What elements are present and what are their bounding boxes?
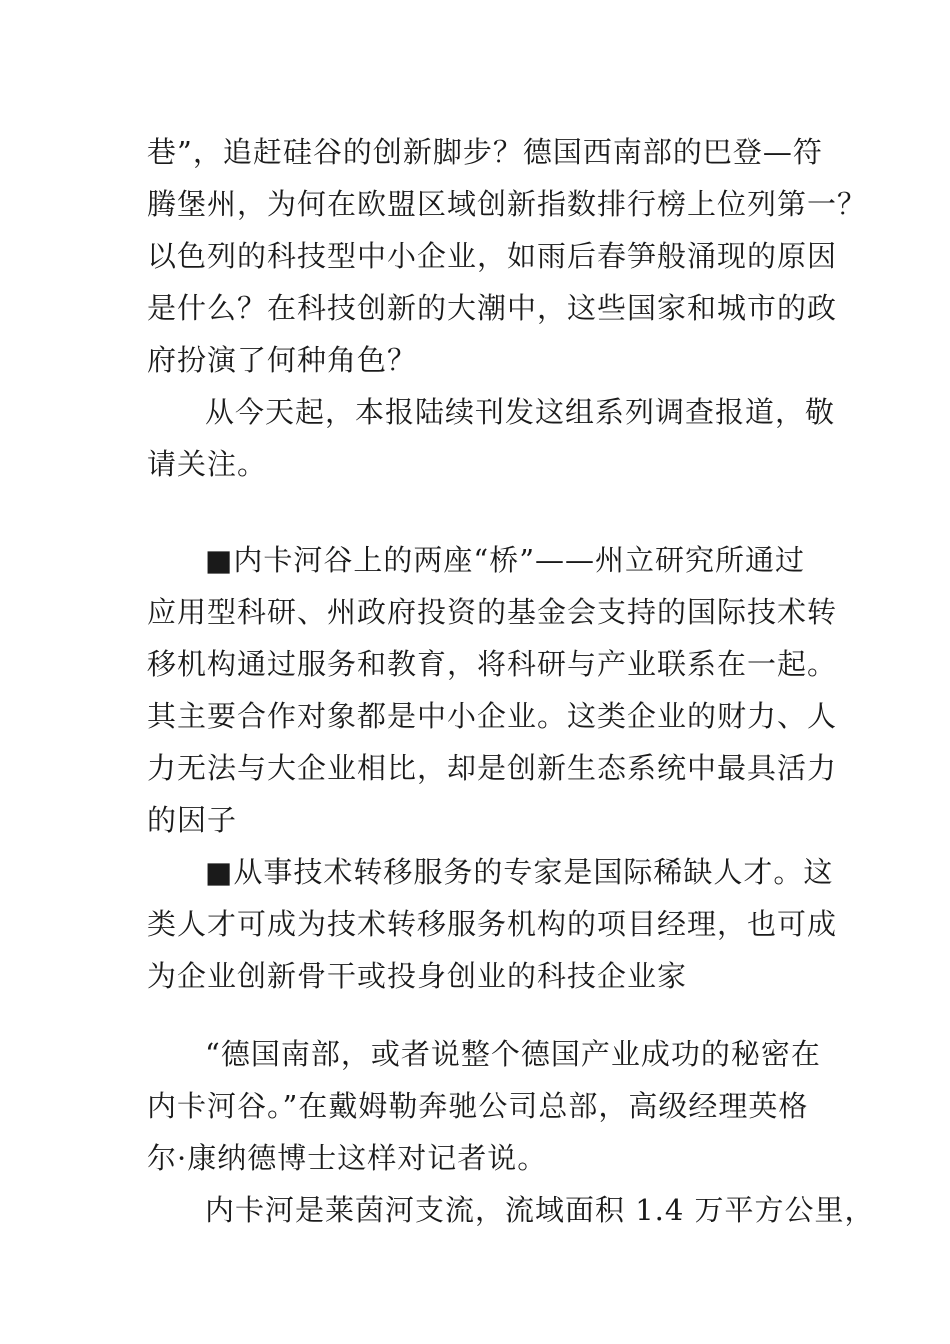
text-line: 以色列的科技型中小企业，如雨后春笋般涌现的原因 bbox=[147, 239, 838, 273]
text-line: 力无法与大企业相比，却是创新生态系统中最具活力 bbox=[147, 751, 838, 785]
text-line: 其主要合作对象都是中小企业。这类企业的财力、人 bbox=[147, 699, 838, 733]
paragraph-intro-questions bbox=[147, 126, 868, 386]
text-line: 腾堡州，为何在欧盟区域创新指数排行榜上位列第一？ bbox=[147, 187, 868, 221]
text-line: 类人才可成为技术转移服务机构的项目经理，也可成 bbox=[147, 907, 838, 941]
text-line: “德国南部，或者说整个德国产业成功的秘密在 bbox=[205, 1037, 821, 1071]
text-line: 府扮演了何种角色？ bbox=[147, 343, 418, 377]
text-line: 为企业创新骨干或投身创业的科技企业家 bbox=[147, 959, 688, 993]
paragraph-bullet-bridges bbox=[147, 534, 838, 846]
text-line: 内卡河是莱茵河支流，流域面积 1.4 万平方公里， bbox=[205, 1193, 875, 1227]
paragraph-quote bbox=[147, 1028, 821, 1184]
paragraph-bullet-experts bbox=[147, 846, 838, 1002]
text-line: ■从事技术转移服务的专家是国际稀缺人才。这 bbox=[205, 855, 834, 889]
text-line: 从今天起，本报陆续刊发这组系列调查报道，敬 bbox=[205, 395, 836, 429]
paragraph-neckar-river bbox=[147, 1184, 875, 1236]
text-line: 移机构通过服务和教育，将科研与产业联系在一起。 bbox=[147, 647, 838, 681]
text-line: ■内卡河谷上的两座“桥”——州立研究所通过 bbox=[205, 543, 806, 577]
text-line: 内卡河谷。”在戴姆勒奔驰公司总部，高级经理英格 bbox=[147, 1089, 809, 1123]
text-line: 应用型科研、州政府投资的基金会支持的国际技术转 bbox=[147, 595, 838, 629]
text-line: 尔·康纳德博士这样对记者说。 bbox=[147, 1141, 548, 1175]
text-line: 请关注。 bbox=[147, 447, 268, 481]
paragraph-series-notice bbox=[147, 386, 836, 490]
text-line: 巷”，追赶硅谷的创新脚步？德国西南部的巴登—符 bbox=[147, 135, 823, 169]
text-line: 的因子 bbox=[147, 803, 238, 837]
text-line: 是什么？在科技创新的大潮中，这些国家和城市的政 bbox=[147, 291, 838, 325]
